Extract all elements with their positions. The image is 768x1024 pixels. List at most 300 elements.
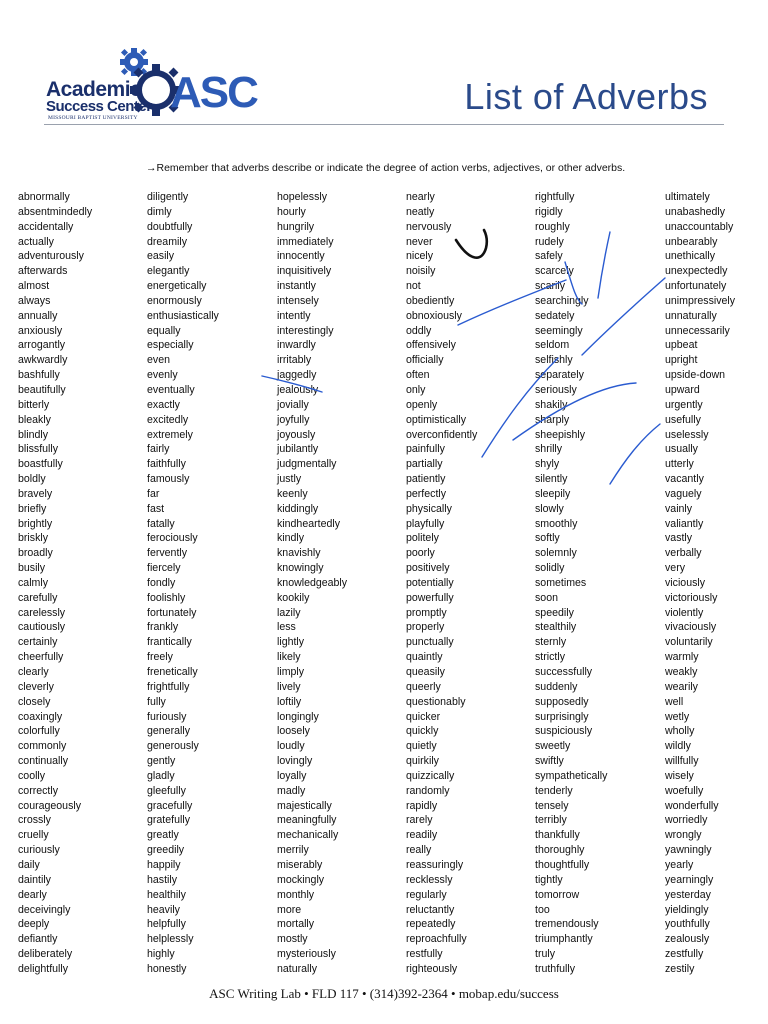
adverb-item: far xyxy=(147,487,160,500)
logo-subline: MISSOURI BAPTIST UNIVERSITY xyxy=(48,115,138,121)
adverb-item: excitedly xyxy=(147,413,189,426)
adverb-item: equally xyxy=(147,324,181,337)
adverb-item: joyously xyxy=(277,428,316,441)
adverb-item: generously xyxy=(147,740,199,753)
adverb-item: painfully xyxy=(406,443,445,456)
adverb-item: tremendously xyxy=(535,918,599,931)
adverb-item: tomorrow xyxy=(535,888,580,901)
adverb-item: truthfully xyxy=(535,962,576,975)
adverb-item: powerfully xyxy=(406,591,454,604)
adverb-column xyxy=(665,190,768,977)
adverb-item: obnoxiously xyxy=(406,309,462,322)
adverb-item: tensely xyxy=(535,799,569,812)
adverb-item: regularly xyxy=(406,888,447,901)
adverb-item: frantically xyxy=(147,636,192,649)
adverb-item: easily xyxy=(147,250,175,263)
logo-line2: Success Center xyxy=(46,98,152,115)
adverb-item: instantly xyxy=(277,280,316,293)
adverb-item: curiously xyxy=(18,844,60,857)
adverb-item: oddly xyxy=(406,324,432,337)
adverb-item: brightly xyxy=(18,517,53,530)
adverb-item: busily xyxy=(18,562,46,575)
adverb-item: faithfully xyxy=(147,458,186,471)
adverb-item: immediately xyxy=(277,235,334,248)
adverb-item: ultimately xyxy=(665,191,710,203)
adverb-item: naturally xyxy=(277,962,318,975)
adverb-item: meaningfully xyxy=(277,814,337,827)
adverb-item: rarely xyxy=(406,814,433,827)
adverb-item: generally xyxy=(147,725,190,738)
adverb-item: not xyxy=(406,280,421,293)
adverb-item: carefully xyxy=(18,591,58,604)
adverb-item: tenderly xyxy=(535,784,573,797)
adverb-item: potentially xyxy=(406,576,454,589)
adverb-item: majestically xyxy=(277,799,332,812)
adverb-item: mortally xyxy=(277,918,315,931)
adverb-item: softly xyxy=(535,532,560,545)
adverb-item: wildly xyxy=(665,740,691,753)
adverb-item: politely xyxy=(406,532,439,545)
adverb-item: doubtfully xyxy=(147,220,193,233)
adverb-item: promptly xyxy=(406,606,447,619)
adverb-item: silently xyxy=(535,473,568,486)
adverb-item: officially xyxy=(406,354,444,367)
adverb-item: well xyxy=(665,695,684,708)
adverb-item: zestfully xyxy=(665,948,704,961)
adverb-item: upright xyxy=(665,354,698,367)
adverb-item: upbeat xyxy=(665,339,698,352)
adverb-item: separately xyxy=(535,369,584,382)
adverb-item: victoriously xyxy=(665,591,718,604)
adverb-item: yesterday xyxy=(665,888,711,901)
adverb-item: highly xyxy=(147,948,175,961)
adverb-item: deeply xyxy=(18,918,50,931)
adverb-item: almost xyxy=(18,280,50,293)
adverb-item: kindly xyxy=(277,532,305,545)
adverb-item: annually xyxy=(18,309,58,322)
adverb-item: adventurously xyxy=(18,250,84,263)
adverb-item: jubilantly xyxy=(277,443,319,456)
adverb-item: madly xyxy=(277,784,306,797)
adverb-item: extremely xyxy=(147,428,193,441)
adverb-item: overconfidently xyxy=(406,428,478,441)
adverb-item: closely xyxy=(18,695,51,708)
adverb-item: miserably xyxy=(277,858,323,871)
adverb-item: sharply xyxy=(535,413,570,426)
adverb-item: voluntarily xyxy=(665,636,713,649)
adverb-item: abnormally xyxy=(18,191,70,203)
adverb-item: zealously xyxy=(665,933,710,946)
adverb-item: never xyxy=(406,235,433,248)
adverb-item: even xyxy=(147,354,170,367)
adverb-item: unimpressively xyxy=(665,294,736,307)
header-divider xyxy=(44,124,724,125)
adverb-item: perfectly xyxy=(406,487,447,500)
adverb-item: knowledgeably xyxy=(277,576,348,589)
adverb-item: queasily xyxy=(406,666,445,678)
adverb-item: recklessly xyxy=(406,873,453,886)
adverb-column xyxy=(18,190,148,977)
adverb-item: yearly xyxy=(665,858,694,871)
adverb-item: quirkily xyxy=(406,755,439,768)
adverb-item: usually xyxy=(665,443,698,456)
adverb-item: delightfully xyxy=(18,962,69,975)
adverb-item: unnecessarily xyxy=(665,324,730,337)
adverb-item: hourly xyxy=(277,205,306,218)
adverb-item: suddenly xyxy=(535,680,578,693)
adverb-item: loosely xyxy=(277,725,310,738)
page-title: List of Adverbs xyxy=(464,76,708,117)
adverb-item: lazily xyxy=(277,606,301,619)
adverb-item: furiously xyxy=(147,710,187,723)
adverb-item: irritably xyxy=(277,354,312,367)
adverb-item: fiercely xyxy=(147,562,181,575)
adverb-item: queerly xyxy=(406,680,441,693)
adverb-item: fast xyxy=(147,502,165,515)
adverb-item: mechanically xyxy=(277,829,339,842)
adverb-item: greatly xyxy=(147,829,179,842)
adverb-item: honestly xyxy=(147,962,187,975)
adverb-item: lightly xyxy=(277,636,305,649)
adverb-item: tightly xyxy=(535,873,563,886)
adverb-item: arrogantly xyxy=(18,339,66,352)
adverb-item: kiddingly xyxy=(277,502,319,515)
adverb-item: wisely xyxy=(665,769,694,782)
adverb-item: helpfully xyxy=(147,918,186,931)
adverb-item: patiently xyxy=(406,473,446,486)
adverb-item: obediently xyxy=(406,294,455,307)
adverb-item: quickly xyxy=(406,725,439,738)
adverb-item: yieldingly xyxy=(665,903,709,916)
adverb-item: foolishly xyxy=(147,591,186,604)
adverb-item: coolly xyxy=(18,769,46,782)
adverb-item: rigidly xyxy=(535,205,563,218)
adverb-item: valiantly xyxy=(665,517,704,530)
adverb-item: limply xyxy=(277,666,305,678)
adverb-item: slowly xyxy=(535,502,564,515)
adverb-item: often xyxy=(406,369,430,382)
adverb-item: sedately xyxy=(535,309,575,322)
adverb-item: cruelly xyxy=(18,829,49,842)
adverb-item: quicker xyxy=(406,710,441,723)
adverb-item: reproachfully xyxy=(406,933,467,946)
adverb-item: anxiously xyxy=(18,324,63,337)
adverb-item: actually xyxy=(18,235,54,248)
adverb-item: woefully xyxy=(665,784,704,797)
adverb-item: deceivingly xyxy=(18,903,71,916)
adverb-item: safely xyxy=(535,250,563,263)
adverb-item: mostly xyxy=(277,933,308,946)
adverb-item: happily xyxy=(147,858,181,871)
adverb-item: colorfully xyxy=(18,725,60,738)
adverb-item: physically xyxy=(406,502,452,515)
adverb-item: monthly xyxy=(277,888,315,901)
adverb-item: especially xyxy=(147,339,194,352)
adverb-item: unexpectedly xyxy=(665,265,728,278)
adverb-item: scarily xyxy=(535,280,566,293)
adverb-item: stealthily xyxy=(535,621,577,634)
adverb-item: swiftly xyxy=(535,755,564,768)
adverb-item: ferociously xyxy=(147,532,198,545)
adverb-item: willfully xyxy=(665,755,699,768)
adverb-item: randomly xyxy=(406,784,450,797)
adverb-item: solemnly xyxy=(535,547,577,560)
adverb-item: briskly xyxy=(18,532,49,545)
adverb-item: exactly xyxy=(147,398,180,411)
adverb-item: fully xyxy=(147,695,166,708)
adverb-item: frankly xyxy=(147,621,179,634)
adverb-item: rudely xyxy=(535,235,564,248)
adverb-item: thoroughly xyxy=(535,844,585,857)
adverb-item: restfully xyxy=(406,948,443,961)
adverb-item: playfully xyxy=(406,517,445,530)
adverb-item: selfishly xyxy=(535,354,573,367)
adverb-item: knavishly xyxy=(277,547,321,560)
adverb-item: loudly xyxy=(277,740,305,753)
adverb-item: violently xyxy=(665,606,704,619)
adverb-item: evenly xyxy=(147,369,178,382)
adverb-item: sternly xyxy=(535,636,567,649)
adverb-item: likely xyxy=(277,651,301,664)
adverb-item: seldom xyxy=(535,339,570,352)
adverb-item: vivaciously xyxy=(665,621,717,634)
adverb-item: nearly xyxy=(406,191,435,203)
adverb-item: carelessly xyxy=(18,606,66,619)
adverb-item: soon xyxy=(535,591,558,604)
adverb-item: only xyxy=(406,383,426,396)
adverb-item: boastfully xyxy=(18,458,63,471)
adverb-item: successfully xyxy=(535,666,593,678)
adverb-item: boldly xyxy=(18,473,46,486)
adverb-item: worriedly xyxy=(665,814,708,827)
adverb-item: usefully xyxy=(665,413,701,426)
adverb-item: energetically xyxy=(147,280,207,293)
adverb-item: famously xyxy=(147,473,190,486)
adverb-item: lively xyxy=(277,680,301,693)
adverb-item: unabashedly xyxy=(665,205,726,218)
adverb-item: wearily xyxy=(665,680,698,693)
adverb-item: sometimes xyxy=(535,576,587,589)
adverb-item: knowingly xyxy=(277,562,324,575)
adverb-item: less xyxy=(277,621,296,634)
adverb-item: blindly xyxy=(18,428,49,441)
adverb-item: hopelessly xyxy=(277,191,328,203)
adverb-item: upside-down xyxy=(665,369,726,382)
adverb-item: partially xyxy=(406,458,443,471)
adverb-item: heavily xyxy=(147,903,180,916)
adverb-item: optimistically xyxy=(406,413,467,426)
adverb-item: lovingly xyxy=(277,755,313,768)
adverb-item: quietly xyxy=(406,740,437,753)
adverb-item: triumphantly xyxy=(535,933,593,946)
adverb-item: keenly xyxy=(277,487,308,500)
adverb-item: kookily xyxy=(277,591,310,604)
adverb-item: uselessly xyxy=(665,428,709,441)
adverb-item: verbally xyxy=(665,547,702,560)
adverb-item: shakily xyxy=(535,398,568,411)
adverb-item: searchingly xyxy=(535,294,589,307)
adverb-item: longingly xyxy=(277,710,319,723)
adverb-column xyxy=(406,190,536,977)
adverb-item: daily xyxy=(18,858,40,871)
adverb-item: reluctantly xyxy=(406,903,455,916)
adverb-item: dimly xyxy=(147,205,172,218)
adverb-item: shyly xyxy=(535,458,560,471)
adverb-item: bitterly xyxy=(18,398,50,411)
footer-contact: ASC Writing Lab • FLD 117 • (314)392-2364 • mobap.edu/success xyxy=(209,986,559,1001)
adverb-item: gratefully xyxy=(147,814,190,827)
adverb-column xyxy=(535,190,665,977)
adverb-item: gleefully xyxy=(147,784,186,797)
adverb-item: reassuringly xyxy=(406,858,464,871)
adverb-item: thankfully xyxy=(535,829,580,842)
adverb-item: gladly xyxy=(147,769,175,782)
adverb-item: zestily xyxy=(665,962,695,975)
adverb-item: healthily xyxy=(147,888,186,901)
adverb-item: justly xyxy=(277,473,302,486)
adverb-item: dreamily xyxy=(147,235,188,248)
adverb-item: quaintly xyxy=(406,651,443,664)
adverb-item: beautifully xyxy=(18,383,66,396)
adverb-item: helplessly xyxy=(147,933,194,946)
adverb-item: innocently xyxy=(277,250,325,263)
adverb-item: cleverly xyxy=(18,680,54,693)
adverb-item: calmly xyxy=(18,576,49,589)
adverb-item: weakly xyxy=(665,666,698,678)
adverb-item: roughly xyxy=(535,220,570,233)
adverb-item: bleakly xyxy=(18,413,51,426)
adverb-item: quizzically xyxy=(406,769,455,782)
adverb-item: supposedly xyxy=(535,695,589,708)
adverb-item: upward xyxy=(665,383,700,396)
adverb-item: judgmentally xyxy=(277,458,337,471)
adverb-item: frightfully xyxy=(147,680,190,693)
adverb-item: cheerfully xyxy=(18,651,64,664)
adverb-item: seemingly xyxy=(535,324,583,337)
adverb-item: unnaturally xyxy=(665,309,717,322)
adverb-item: blissfully xyxy=(18,443,59,456)
adverb-item: seriously xyxy=(535,383,577,396)
adverb-item: fatally xyxy=(147,517,175,530)
adverb-item: questionably xyxy=(406,695,466,708)
adverb-item: greedily xyxy=(147,844,185,857)
adverb-item: repeatedly xyxy=(406,918,456,931)
adverb-item: unethically xyxy=(665,250,716,263)
adverb-item: afterwards xyxy=(18,265,68,278)
adverb-item: vainly xyxy=(665,502,693,515)
adverb-item: rapidly xyxy=(406,799,438,812)
adverb-item: hungrily xyxy=(277,220,315,233)
adverb-item: righteously xyxy=(406,962,458,975)
adverb-item: unfortunately xyxy=(665,280,727,293)
reminder-note: →Remember that adverbs describe or indicate the degree of action verbs, adjectives, or other adverbs. xyxy=(146,162,626,174)
adverb-item: really xyxy=(406,844,432,857)
adverb-item: eventually xyxy=(147,383,195,396)
adverb-item: yearningly xyxy=(665,873,714,886)
adverb-item: thoughtfully xyxy=(535,858,590,871)
adverb-item: freely xyxy=(147,651,173,664)
adverb-item: poorly xyxy=(406,547,435,560)
adverb-item: shrilly xyxy=(535,443,563,456)
adverb-item: inwardly xyxy=(277,339,316,352)
adverb-item: mysteriously xyxy=(277,948,336,961)
adverb-item: enormously xyxy=(147,294,202,307)
adverb-item: gracefully xyxy=(147,799,193,812)
adverb-item: yawningly xyxy=(665,844,712,857)
adverb-item: accidentally xyxy=(18,220,74,233)
adverb-item: kindheartedly xyxy=(277,517,341,530)
adverb-item: elegantly xyxy=(147,265,190,278)
adverb-item: youthfully xyxy=(665,918,710,931)
adverb-item: intently xyxy=(277,309,311,322)
adverb-item: commonly xyxy=(18,740,67,753)
adverb-item: briefly xyxy=(18,502,47,515)
adverb-item: bravely xyxy=(18,487,53,500)
adverb-item: bashfully xyxy=(18,369,60,382)
adverb-item: enthusiastically xyxy=(147,309,219,322)
adverb-item: fortunately xyxy=(147,606,197,619)
adverb-item: deliberately xyxy=(18,948,73,961)
adverb-item: daintily xyxy=(18,873,51,886)
adverb-column xyxy=(147,190,277,977)
adverb-item: smoothly xyxy=(535,517,578,530)
adverb-item: truly xyxy=(535,948,556,961)
adverb-item: loftily xyxy=(277,695,302,708)
adverb-item: joyfully xyxy=(277,413,310,426)
adverb-item: punctually xyxy=(406,636,454,649)
logo-acronym: ASC xyxy=(170,68,257,117)
adverb-item: viciously xyxy=(665,576,706,589)
adverb-item: hastily xyxy=(147,873,178,886)
adverb-item: wonderfully xyxy=(665,799,719,812)
adverb-item: correctly xyxy=(18,784,59,797)
adverb-item: neatly xyxy=(406,205,435,218)
adverb-item: fairly xyxy=(147,443,170,456)
adverb-item: too xyxy=(535,903,550,916)
adverb-item: positively xyxy=(406,562,450,575)
adverb-item: unbearably xyxy=(665,235,718,248)
adverb-item: sleepily xyxy=(535,487,571,500)
adverb-column xyxy=(277,190,407,977)
adverb-item: frenetically xyxy=(147,666,198,678)
adverb-item: gently xyxy=(147,755,176,768)
adverb-item: scarcely xyxy=(535,265,574,278)
adverb-item: always xyxy=(18,294,51,307)
adverb-item: cautiously xyxy=(18,621,66,634)
adverb-item: certainly xyxy=(18,636,58,649)
adverb-item: speedily xyxy=(535,606,574,619)
adverb-item: vaguely xyxy=(665,487,702,500)
adverb-item: strictly xyxy=(535,651,566,664)
adverb-item: sympathetically xyxy=(535,769,608,782)
adverb-item: solidly xyxy=(535,562,565,575)
adverb-item: continually xyxy=(18,755,69,768)
adverb-item: suspiciously xyxy=(535,725,593,738)
adverb-item: warmly xyxy=(665,651,699,664)
adverb-item: surprisingly xyxy=(535,710,589,723)
adverb-item: loyally xyxy=(277,769,307,782)
adverb-item: jaggedly xyxy=(277,369,317,382)
adverb-item: fondly xyxy=(147,576,176,589)
adverb-item: unaccountably xyxy=(665,220,734,233)
adverb-item: utterly xyxy=(665,458,694,471)
adverb-item: vacantly xyxy=(665,473,704,486)
adverb-item: diligently xyxy=(147,191,189,203)
adverb-item: sheepishly xyxy=(535,428,586,441)
adverb-item: coaxingly xyxy=(18,710,63,723)
adverb-item: defiantly xyxy=(18,933,58,946)
logo-line1: Academic xyxy=(46,78,142,101)
